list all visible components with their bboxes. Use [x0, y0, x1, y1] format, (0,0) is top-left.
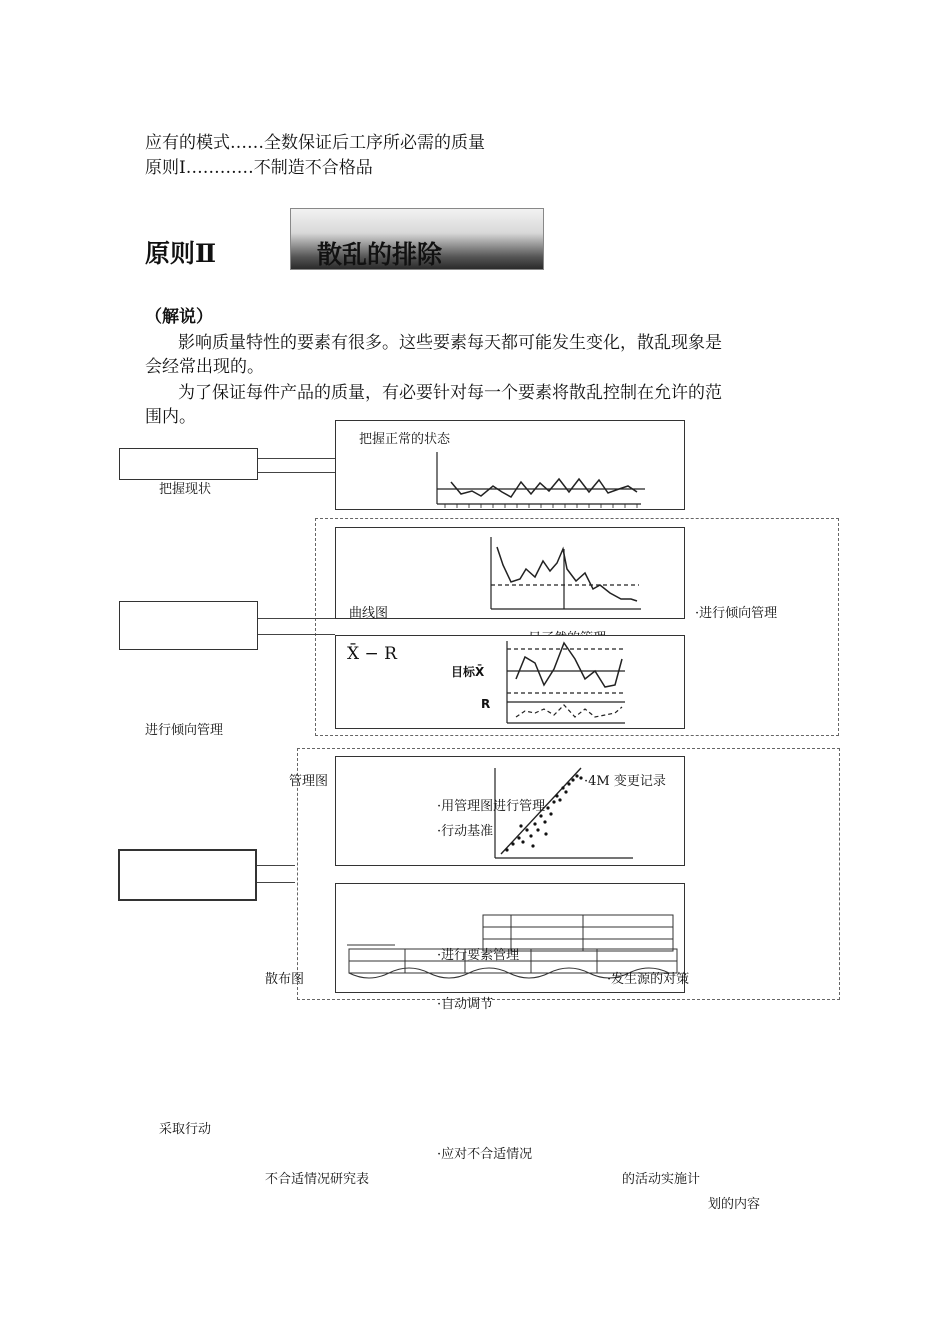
- activity-plan-label: 的活动实施计: [622, 1172, 701, 1187]
- control-chart-label: 管理图: [289, 774, 329, 789]
- grasp-current-label: 把握现状: [159, 482, 212, 497]
- section-title: 散乱的排除: [317, 240, 443, 269]
- connector-line: [258, 472, 335, 473]
- take-action-label: 采取行动: [159, 1122, 212, 1137]
- explanation-heading: （解说）: [145, 307, 213, 327]
- current-state-box: [119, 448, 258, 480]
- action-box: [118, 849, 257, 901]
- auto-adjust-label: ·自动调节: [437, 997, 494, 1012]
- plan-content-label: 划的内容: [708, 1197, 761, 1212]
- scatter-chart-label: 散布图: [265, 972, 305, 987]
- explanation-para2-line2: 围内。: [145, 407, 196, 427]
- change-4m-label: ·4M 变更记录: [584, 774, 666, 789]
- grasp-normal-label: 把握正常的状态: [359, 432, 451, 447]
- element-management-label: ·进行要素管理: [437, 948, 520, 963]
- study-table-label: 不合适情况研究表: [265, 1172, 370, 1187]
- respond-label: ·应对不合适情况: [437, 1147, 533, 1162]
- header-line-1: 应有的模式……全数保证后工序所必需的质量: [145, 133, 485, 153]
- header-line-2: 原则Ⅰ…………不制造不合格品: [145, 158, 373, 178]
- connector-line: [258, 618, 335, 619]
- target-x-label: 目标X̄: [451, 665, 485, 679]
- connector-line: [257, 882, 295, 883]
- explanation-para2-line1: 为了保证每件产品的质量，有必要针对每一个要素将散乱控制在允许的范: [178, 383, 722, 403]
- explanation-para1-line2: 会经常出现的。: [145, 357, 264, 377]
- section-title-banner: [290, 208, 544, 270]
- connector-line: [257, 865, 295, 866]
- trend-management-left-label: 进行倾向管理: [145, 723, 224, 738]
- principle-label: 原则Ⅱ: [145, 239, 217, 268]
- trend-management-right-label: ·进行倾向管理: [695, 606, 778, 621]
- use-control-chart-label: ·用管理图进行管理: [437, 799, 546, 814]
- curve-chart-label: 曲线图: [349, 606, 389, 621]
- explanation-para1-line1: 影响质量特性的要素有很多。这些要素每天都可能发生变化，散乱现象是: [178, 333, 722, 353]
- r-label: R: [481, 697, 491, 711]
- action-standard-label: ·行动基准: [437, 824, 494, 839]
- connector-line: [258, 458, 335, 459]
- connector-line: [258, 634, 335, 635]
- xr-label: X̄ − R: [347, 644, 397, 664]
- source-measures-label: ·发生源的对策: [607, 972, 690, 987]
- trend-box: [119, 601, 258, 650]
